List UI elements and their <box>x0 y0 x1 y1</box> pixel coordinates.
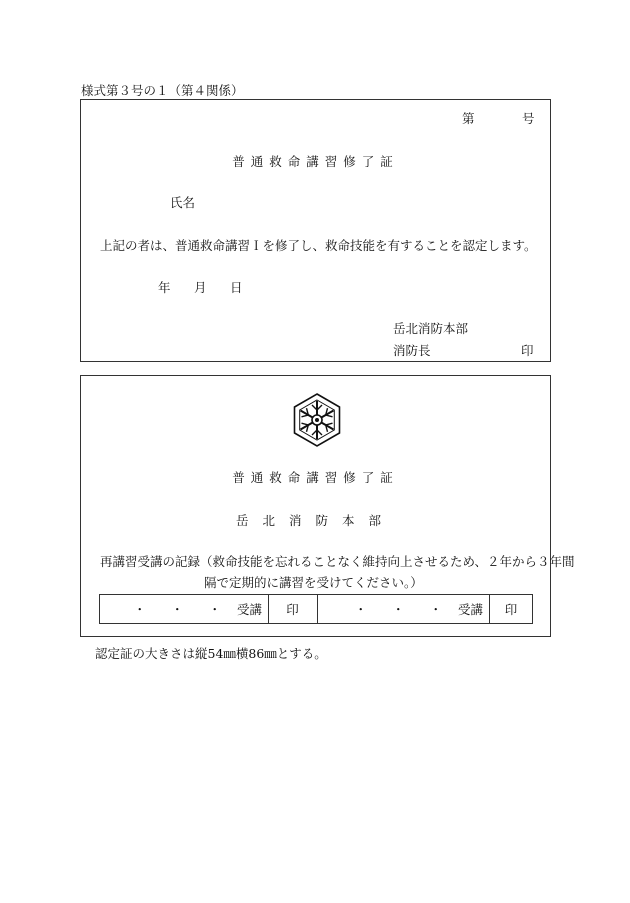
chief-label: 消防長 <box>393 343 431 358</box>
record-date-dots: ・ ・ ・ <box>354 602 442 617</box>
record-instructions-line2: 隔で定期的に講習を受けてください。） <box>204 575 423 590</box>
issuer-name: 岳北消防本部 <box>393 321 469 336</box>
date-month-label: 月 <box>194 280 207 295</box>
record-seal-label: 印 <box>504 602 518 617</box>
back-certificate-title: 普通救命講習修了証 <box>232 470 399 485</box>
certification-statement: 上記の者は、普通救命講習Ｉを修了し、救命技能を有することを認定します。 <box>100 238 537 253</box>
size-note: 認定証の大きさは縦54㎜横86㎜とする。 <box>95 646 327 661</box>
name-label: 氏名 <box>170 195 196 210</box>
certificate-title: 普通救命講習修了証 <box>232 154 399 169</box>
record-instructions-line1: 再講習受講の記録（救命技能を忘れることなく維持向上させるため、２年から３年間 <box>100 554 575 569</box>
fire-department-emblem-icon <box>287 390 347 450</box>
record-date-dots: ・ ・ ・ <box>133 602 221 617</box>
certificate-back <box>80 375 575 637</box>
record-seal-label: 印 <box>286 602 299 617</box>
date-year-label: 年 <box>158 280 171 295</box>
certificate-front <box>80 99 551 362</box>
retraining-record-table <box>99 594 533 624</box>
certificate-number-suffix: 号 <box>522 111 535 126</box>
record-attended-label: 受講 <box>457 602 483 617</box>
certificate-number-prefix: 第 <box>462 111 475 126</box>
seal-label: 印 <box>521 343 534 358</box>
back-issuer-name: 岳北消防本部 <box>235 513 395 528</box>
record-row <box>100 595 317 623</box>
form-label: 様式第３号の１（第４関係） <box>81 83 244 98</box>
record-row <box>317 595 533 623</box>
record-attended-label: 受講 <box>236 602 262 617</box>
date-day-label: 日 <box>230 280 243 295</box>
